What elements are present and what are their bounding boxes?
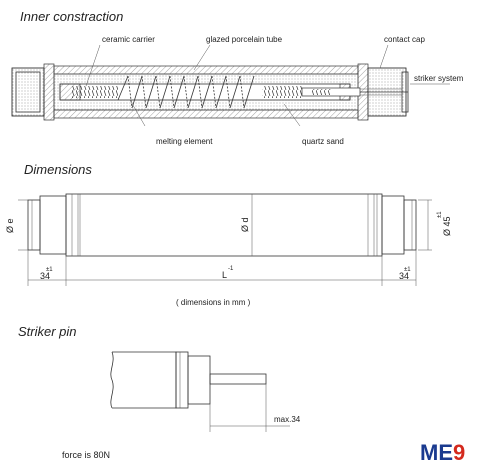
left-cap bbox=[12, 68, 44, 116]
logo-nine: 9 bbox=[453, 440, 466, 465]
dim-diam-e: Ø e bbox=[5, 218, 15, 233]
striker-pin bbox=[210, 374, 266, 384]
label-glazed-tube: glazed porcelain tube bbox=[206, 35, 283, 44]
label-striker-system: striker system bbox=[414, 74, 464, 83]
label-ceramic-carrier: ceramic carrier bbox=[102, 35, 155, 44]
dim-diam-45: Ø 45 bbox=[442, 216, 452, 236]
label-melting-element: melting element bbox=[156, 137, 213, 146]
label-quartz-sand: quartz sand bbox=[302, 137, 344, 146]
dim-length-tol: -1 bbox=[228, 266, 234, 272]
dim-left-cap bbox=[28, 200, 40, 250]
dim-tol-left: ±1 bbox=[46, 267, 53, 273]
section-title-striker: Striker pin bbox=[18, 324, 77, 339]
section-title-inner: Inner constraction bbox=[20, 9, 124, 24]
logo-me: ME bbox=[420, 440, 453, 465]
dim-diam-d: Ø d bbox=[240, 217, 250, 232]
units-note: ( dimensions in mm ) bbox=[176, 298, 251, 307]
dim-right-length: 34 bbox=[399, 271, 410, 281]
me9-logo bbox=[420, 440, 465, 465]
section-title-dimensions: Dimensions bbox=[24, 162, 92, 177]
striker-pin-drawing bbox=[111, 352, 290, 432]
porcelain-tube-top bbox=[54, 66, 358, 74]
striker-max-length: max.34 bbox=[274, 415, 301, 424]
dim-tol-right: ±1 bbox=[404, 267, 411, 273]
porcelain-tube-bottom bbox=[54, 110, 358, 118]
label-contact-cap: contact cap bbox=[384, 35, 425, 44]
inner-construction-drawing bbox=[12, 45, 450, 126]
dim-body bbox=[66, 194, 382, 256]
dim-left-length: 34 bbox=[40, 271, 51, 281]
dim-tol-45: ±1 bbox=[437, 211, 443, 218]
dim-length-l: L bbox=[222, 270, 228, 280]
dim-right-cap bbox=[404, 200, 416, 250]
striker-force-note: force is 80N bbox=[62, 450, 111, 460]
